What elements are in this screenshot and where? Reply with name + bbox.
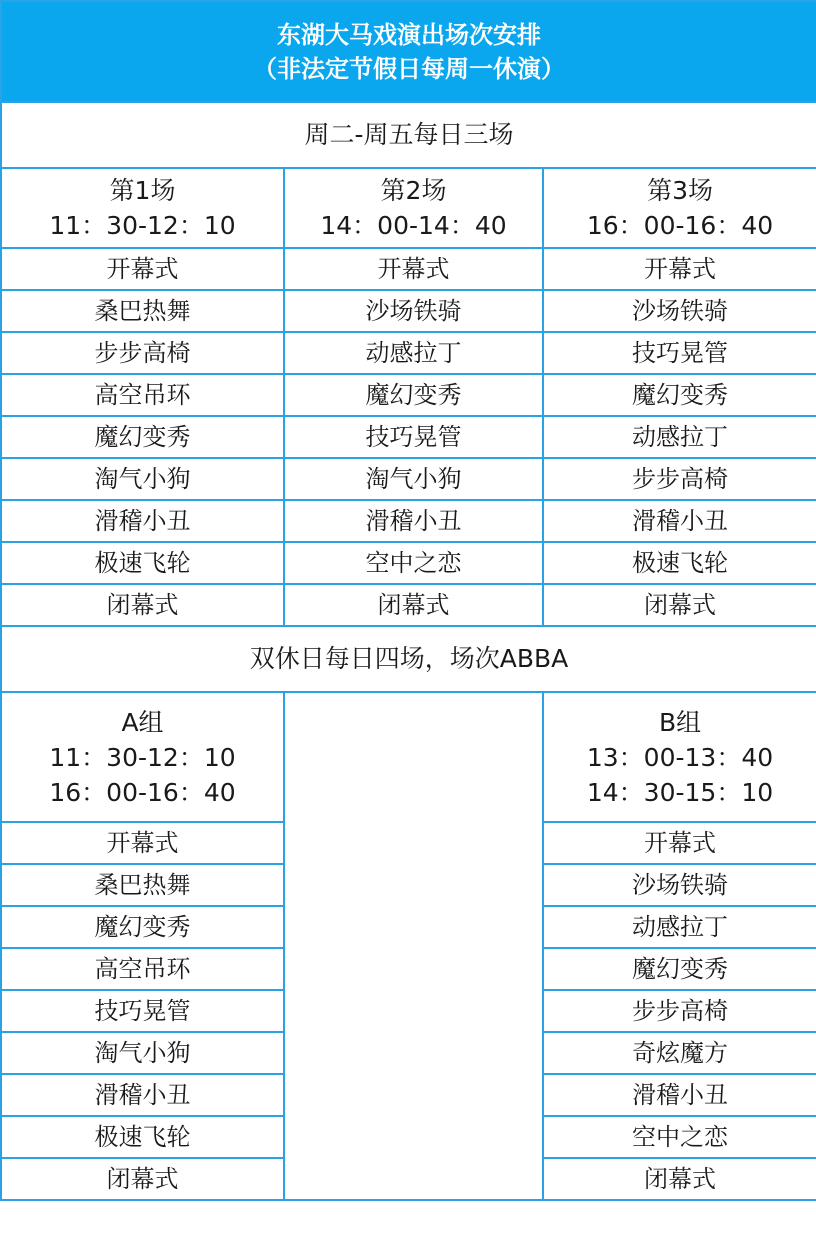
- weekday-row: [1, 332, 816, 374]
- show-2-time: 14：00-14：40: [320, 211, 507, 240]
- act-cell: 闭幕式: [1, 584, 284, 626]
- show-3-time: 16：00-16：40: [586, 211, 774, 240]
- act-cell: 桑巴热舞: [1, 864, 284, 906]
- act-cell: 极速飞轮: [1, 542, 284, 584]
- show-1-time: 11：30-12：10: [49, 211, 236, 240]
- weekday-row: [1, 248, 816, 290]
- act-cell: 滑稽小丑: [1, 1074, 284, 1116]
- group-b-time-2: 14：30-15：10: [586, 777, 774, 807]
- show-2-header: [284, 168, 543, 248]
- act-cell: 闭幕式: [1, 1158, 284, 1200]
- weekday-row: [1, 416, 816, 458]
- act-cell: 闭幕式: [284, 584, 543, 626]
- weekday-row: [1, 500, 816, 542]
- act-cell: 极速飞轮: [1, 1116, 284, 1158]
- act-cell: 高空吊环: [1, 374, 284, 416]
- act-cell: 滑稽小丑: [284, 500, 543, 542]
- act-cell: 技巧晃管: [1, 990, 284, 1032]
- group-b-time-1: 13：00-13：40: [586, 742, 774, 772]
- act-cell: 魔幻变秀: [543, 948, 816, 990]
- show-3-header: [543, 168, 816, 248]
- act-cell: 极速飞轮: [543, 542, 816, 584]
- act-cell: 动感拉丁: [543, 906, 816, 948]
- weekday-section-header: 周二-周五每日三场: [1, 102, 816, 168]
- group-a-name: A组: [121, 707, 164, 737]
- act-cell: 高空吊环: [1, 948, 284, 990]
- group-a-time-1: 11：30-12：10: [49, 742, 236, 772]
- act-cell: 空中之恋: [543, 1116, 816, 1158]
- act-cell: 滑稽小丑: [543, 1074, 816, 1116]
- act-cell: 魔幻变秀: [543, 374, 816, 416]
- act-cell: 滑稽小丑: [543, 500, 816, 542]
- act-cell: 桑巴热舞: [1, 290, 284, 332]
- act-cell: 空中之恋: [284, 542, 543, 584]
- show-2-name: 第2场: [380, 176, 447, 205]
- show-1-header: [1, 168, 284, 248]
- weekday-row: [1, 374, 816, 416]
- act-cell: 步步高椅: [1, 332, 284, 374]
- show-1-name: 第1场: [109, 176, 176, 205]
- act-cell: 魔幻变秀: [1, 906, 284, 948]
- act-cell: 开幕式: [543, 248, 816, 290]
- group-b-name: B组: [658, 707, 702, 737]
- act-cell: 魔幻变秀: [1, 416, 284, 458]
- act-cell: 技巧晃管: [284, 416, 543, 458]
- act-cell: 闭幕式: [543, 584, 816, 626]
- weekend-section-header: 双休日每日四场，场次ABBA: [1, 626, 816, 692]
- group-b-header: [543, 692, 816, 822]
- title-line-2: （非法定节假日每周一休演）: [253, 54, 566, 83]
- act-cell: 淘气小狗: [1, 1032, 284, 1074]
- act-cell: 闭幕式: [543, 1158, 816, 1200]
- act-cell: 滑稽小丑: [1, 500, 284, 542]
- blank-middle-column: [284, 692, 543, 1200]
- act-cell: 技巧晃管: [543, 332, 816, 374]
- act-cell: 动感拉丁: [284, 332, 543, 374]
- act-cell: 步步高椅: [543, 990, 816, 1032]
- act-cell: 沙场铁骑: [543, 290, 816, 332]
- act-cell: 魔幻变秀: [284, 374, 543, 416]
- act-cell: 沙场铁骑: [543, 864, 816, 906]
- act-cell: 开幕式: [543, 822, 816, 864]
- weekday-row: [1, 290, 816, 332]
- act-cell: 动感拉丁: [543, 416, 816, 458]
- group-a-header: [1, 692, 284, 822]
- show-3-name: 第3场: [647, 176, 713, 205]
- act-cell: 奇炫魔方: [543, 1032, 816, 1074]
- act-cell: 淘气小狗: [1, 458, 284, 500]
- weekday-row: [1, 584, 816, 626]
- weekday-row: [1, 542, 816, 584]
- title-line-1: 东湖大马戏演出场次安排: [277, 20, 542, 49]
- weekday-row: [1, 458, 816, 500]
- act-cell: 步步高椅: [543, 458, 816, 500]
- act-cell: 开幕式: [1, 248, 284, 290]
- schedule-title: [1, 1, 816, 102]
- act-cell: 开幕式: [284, 248, 543, 290]
- act-cell: 淘气小狗: [284, 458, 543, 500]
- act-cell: 沙场铁骑: [284, 290, 543, 332]
- act-cell: 开幕式: [1, 822, 284, 864]
- group-a-time-2: 16：00-16：40: [49, 777, 236, 807]
